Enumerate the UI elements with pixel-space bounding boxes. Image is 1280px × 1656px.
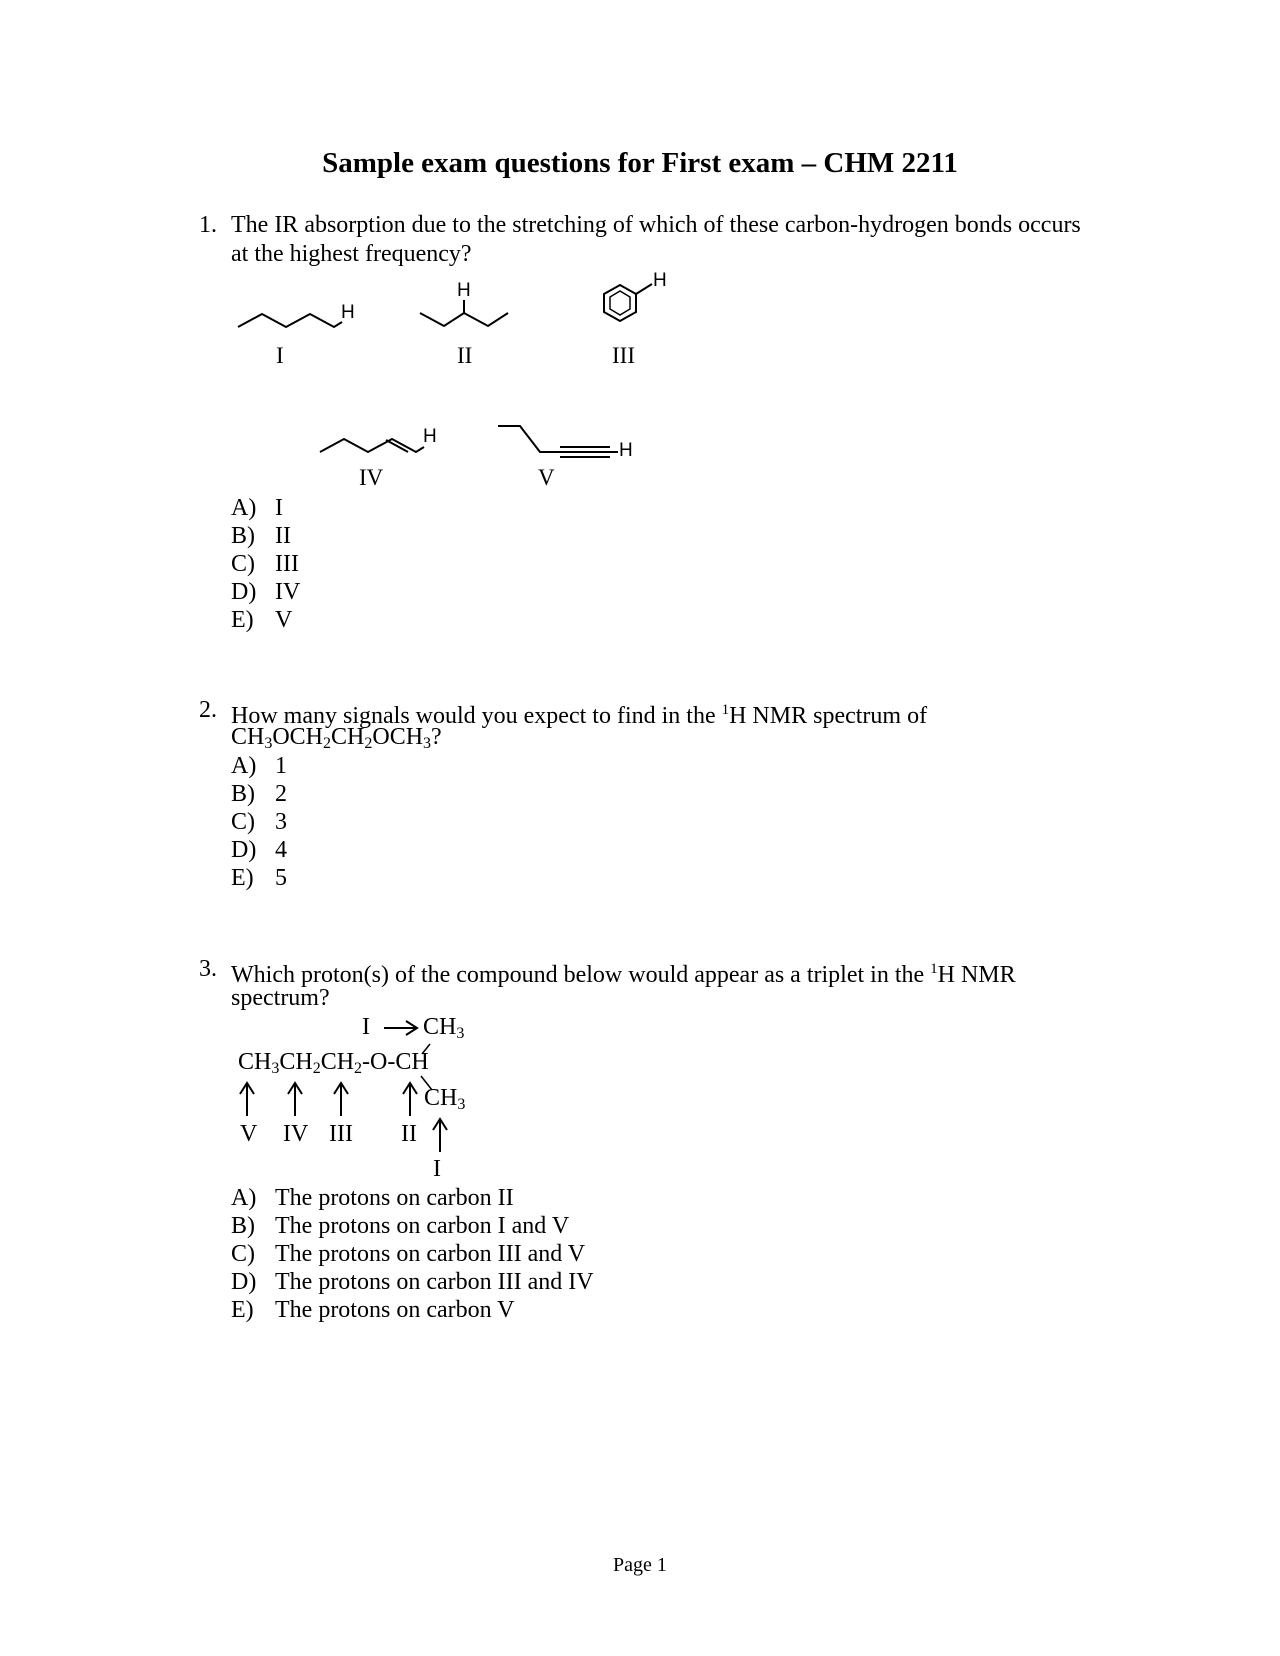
- q1-text-line2: at the highest frequency?: [231, 241, 472, 267]
- structure-ii-label: II: [457, 343, 473, 368]
- option-letter: E): [231, 607, 254, 633]
- q3-option-a: [231, 1184, 514, 1212]
- page-number: Page 1: [613, 1554, 667, 1576]
- q3-text-line2: spectrum?: [231, 985, 330, 1011]
- structure-i-label: I: [276, 343, 284, 368]
- formula-sub: 2: [323, 735, 332, 752]
- formula-part: CH: [320, 1049, 355, 1075]
- formula-part: CH: [279, 1049, 313, 1075]
- formula-part: CH: [231, 724, 265, 750]
- option-text: The protons on carbon I and V: [275, 1213, 570, 1239]
- formula-sub: 3: [456, 1025, 465, 1042]
- q3-label-iv: IV: [283, 1121, 309, 1147]
- q3-label-i-bottom: I: [433, 1156, 441, 1182]
- formula-part: CH: [331, 724, 365, 750]
- q3-bottom-ch3: [424, 1085, 465, 1112]
- option-text: The protons on carbon V: [275, 1297, 515, 1323]
- q2-sup: 1: [721, 702, 730, 718]
- structure-iv-label: IV: [359, 465, 384, 490]
- q3-sup: 1: [930, 961, 938, 977]
- option-letter: A): [231, 753, 257, 779]
- structure-iii-h-label: H: [653, 270, 667, 291]
- q3-text-pre: Which proton(s) of the compound below would appear as a triplet in the: [231, 962, 931, 988]
- formula-part: OCH: [272, 724, 324, 750]
- formula-part: CH: [423, 1014, 457, 1040]
- option-letter: E): [231, 1297, 254, 1323]
- formula-sub: 2: [364, 735, 373, 752]
- option-text: 3: [275, 809, 287, 835]
- formula-part: OCH: [372, 724, 424, 750]
- option-letter: D): [231, 1269, 257, 1295]
- option-text: III: [275, 551, 299, 577]
- option-letter: D): [231, 579, 257, 605]
- q3-label-v: V: [240, 1121, 258, 1147]
- option-text: 4: [275, 837, 287, 863]
- option-letter: B): [231, 523, 255, 549]
- q3-number: 3.: [199, 956, 217, 982]
- option-text: 2: [275, 781, 287, 807]
- arrow-up-icon-iv: [288, 1083, 302, 1116]
- formula-part: CH: [424, 1085, 458, 1111]
- structure-i-h-label: H: [341, 302, 355, 323]
- q2-text-pre: How many signals would you expect to find in the: [231, 703, 722, 729]
- option-text: 1: [275, 753, 287, 779]
- option-letter: A): [231, 1185, 257, 1211]
- formula-part: -O-CH: [362, 1049, 429, 1075]
- arrow-up-icon-iii: [334, 1083, 348, 1116]
- q2-text-post: H NMR spectrum of: [729, 703, 928, 729]
- option-text: IV: [275, 579, 301, 605]
- formula-sub: 3: [423, 735, 432, 752]
- structure-iii-label: III: [612, 343, 635, 368]
- q3-option-b: [231, 1212, 569, 1240]
- q3-option-c: [231, 1240, 585, 1268]
- structure-iv-h-label: H: [423, 426, 437, 447]
- formula-part: ?: [431, 724, 442, 750]
- option-letter: B): [231, 781, 255, 807]
- formula-part: CH: [238, 1049, 272, 1075]
- option-letter: C): [231, 809, 255, 835]
- arrow-up-icon-v: [240, 1083, 254, 1116]
- option-text: 5: [275, 865, 287, 891]
- option-text: The protons on carbon II: [275, 1185, 514, 1211]
- formula-sub: 3: [264, 735, 273, 752]
- q2-number: 2.: [199, 697, 217, 723]
- option-letter: C): [231, 551, 255, 577]
- formula-sub: 2: [354, 1060, 363, 1077]
- q3-option-d: [231, 1268, 594, 1296]
- option-letter: C): [231, 1241, 255, 1267]
- formula-sub: 3: [271, 1060, 280, 1077]
- structure-ii-h-label: H: [457, 280, 471, 301]
- formula-sub: 3: [457, 1096, 466, 1113]
- q1-text-line1: The IR absorption due to the stretching of which of these carbon-hydrogen bonds occurs: [231, 212, 1081, 238]
- option-text: The protons on carbon III and V: [275, 1241, 586, 1267]
- option-letter: E): [231, 865, 254, 891]
- option-text: The protons on carbon III and IV: [275, 1269, 594, 1295]
- structure-v-h-label: H: [619, 440, 633, 461]
- q1-number: 1.: [199, 212, 217, 238]
- q3-label-ii: II: [401, 1121, 417, 1147]
- q3-option-e: [231, 1296, 515, 1324]
- formula-sub: 2: [312, 1060, 321, 1077]
- option-text: I: [275, 495, 283, 521]
- q3-label-iii: III: [329, 1121, 353, 1147]
- option-letter: B): [231, 1213, 255, 1239]
- option-text: V: [275, 607, 293, 633]
- q3-label-i-top: I: [362, 1014, 370, 1040]
- option-letter: A): [231, 495, 257, 521]
- structure-v-label: V: [538, 465, 555, 490]
- option-letter: D): [231, 837, 257, 863]
- arrow-up-icon-ii: [403, 1083, 417, 1116]
- q3-text-post: H NMR: [937, 962, 1016, 988]
- page-title: Sample exam questions for First exam – CHM 2211: [322, 147, 958, 179]
- arrow-up-icon-i: [433, 1119, 447, 1152]
- option-text: II: [275, 523, 291, 549]
